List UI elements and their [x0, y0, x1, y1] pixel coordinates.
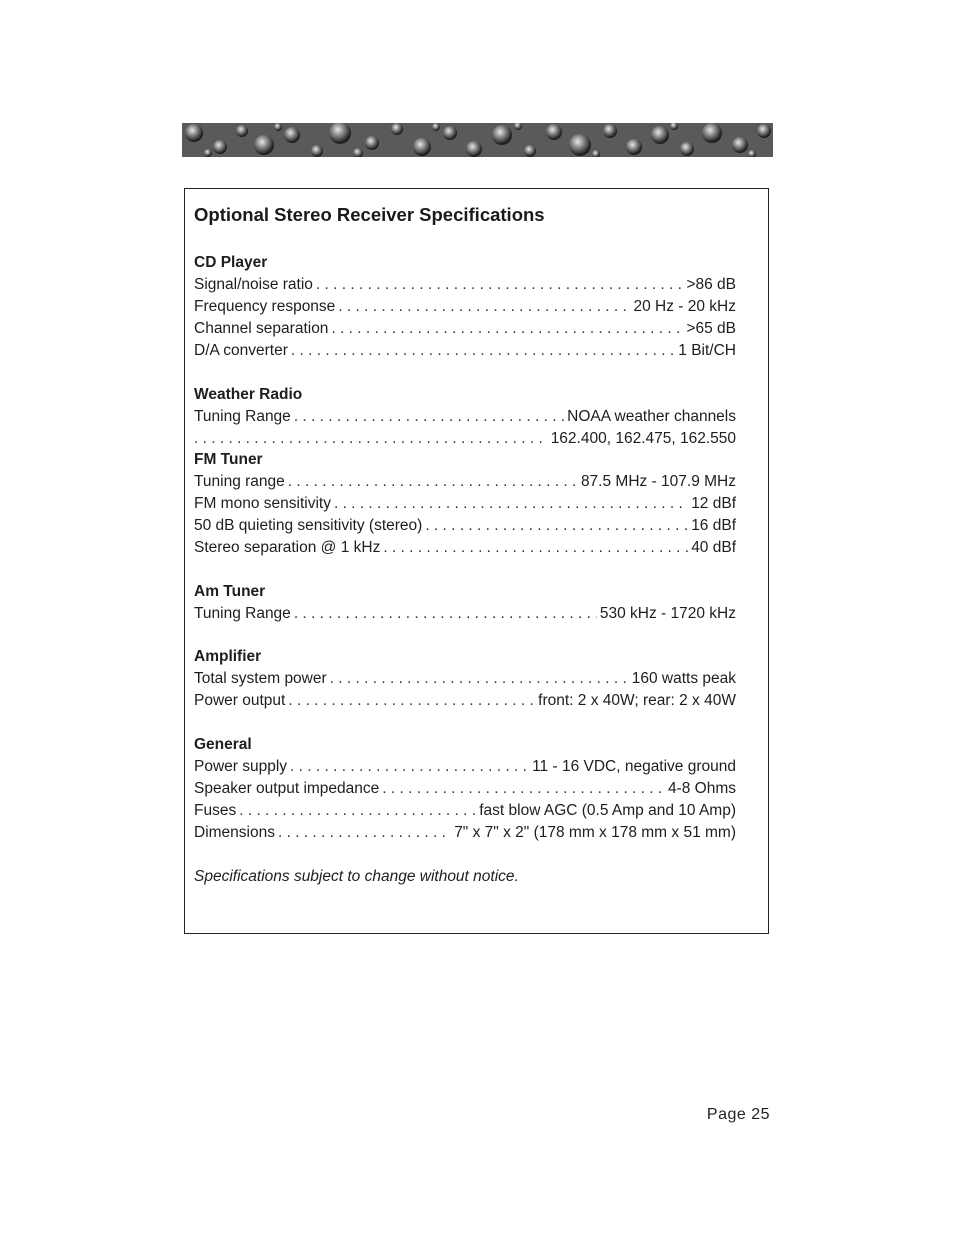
spec-row	[194, 778, 736, 800]
section-amplifier	[194, 646, 736, 712]
spec-row	[194, 690, 736, 712]
dot-leader	[425, 515, 688, 537]
spec-label: Stereo separation @ 1 kHz	[194, 539, 381, 556]
spec-row	[194, 537, 736, 559]
spec-row	[194, 515, 736, 537]
spec-label: Signal/noise ratio	[194, 276, 313, 293]
spec-row	[194, 756, 736, 778]
spec-row	[194, 471, 736, 493]
spec-value: 20 Hz - 20 kHz	[633, 298, 736, 315]
dot-leader	[288, 690, 535, 712]
spec-label: Tuning range	[194, 473, 285, 490]
page-title: Optional Stereo Receiver Specifications	[194, 204, 545, 225]
section-heading: Amplifier	[194, 648, 262, 665]
section-heading: Weather Radio	[194, 386, 303, 403]
dot-leader	[294, 603, 597, 625]
section-am-tuner	[194, 581, 736, 625]
spec-label: Dimensions	[194, 824, 275, 841]
section-fm-tuner	[194, 449, 736, 559]
spec-label: FM mono sensitivity	[194, 495, 331, 512]
spec-label: Tuning Range	[194, 408, 291, 425]
spec-value: 11 - 16 VDC, negative ground	[532, 758, 736, 775]
dot-leader	[331, 318, 683, 340]
spec-label: Speaker output impedance	[194, 780, 380, 797]
section-cd-player	[194, 252, 736, 362]
spec-row	[194, 493, 736, 515]
dot-leader	[239, 800, 476, 822]
dot-leader	[288, 471, 578, 493]
spec-value: 12 dBf	[691, 495, 736, 512]
spec-value: fast blow AGC (0.5 Amp and 10 Amp)	[479, 802, 736, 819]
spec-value: 1 Bit/CH	[678, 342, 736, 359]
spec-row	[194, 668, 736, 690]
section-heading: FM Tuner	[194, 451, 263, 468]
dot-leader	[290, 756, 529, 778]
spec-value: >86 dB	[686, 276, 736, 293]
spec-value: 160 watts peak	[631, 670, 736, 687]
spec-label: Power output	[194, 692, 286, 709]
section-general	[194, 734, 736, 844]
dot-leader	[316, 274, 684, 296]
spec-row	[194, 603, 736, 625]
section-heading: General	[194, 736, 252, 753]
spec-value: 4-8 Ohms	[667, 780, 736, 797]
spec-row	[194, 822, 736, 844]
spec-row	[194, 406, 736, 428]
spec-row	[194, 296, 736, 318]
dot-leader	[382, 778, 665, 800]
header-banner-image	[182, 123, 773, 157]
spec-value: >65 dB	[686, 320, 736, 337]
dot-leader	[383, 537, 688, 559]
spec-label: D/A converter	[194, 342, 288, 359]
spec-label: Channel separation	[194, 320, 329, 337]
dot-leader	[294, 406, 564, 428]
section-weather-radio	[194, 384, 736, 450]
spec-value: 40 dBf	[691, 539, 736, 556]
water-droplets-texture	[182, 123, 773, 157]
spec-row	[194, 800, 736, 822]
specifications-box	[184, 188, 769, 934]
spec-value: 16 dBf	[691, 517, 736, 534]
spec-label: Total system power	[194, 670, 327, 687]
spec-value: NOAA weather channels	[567, 408, 736, 425]
spec-value: 162.400, 162.475, 162.550	[550, 430, 736, 447]
section-heading: CD Player	[194, 254, 268, 271]
spec-row	[194, 318, 736, 340]
spec-label: Tuning Range	[194, 605, 291, 622]
spec-label: Frequency response	[194, 298, 336, 315]
dot-leader	[278, 822, 451, 844]
spec-label: Fuses	[194, 802, 237, 819]
spec-value: 530 kHz - 1720 kHz	[599, 605, 736, 622]
page-number: Page 25	[706, 1106, 770, 1123]
dot-leader	[338, 296, 630, 318]
dot-leader	[330, 668, 629, 690]
dot-leader	[194, 428, 548, 450]
spec-row	[194, 428, 736, 450]
dot-leader	[291, 340, 675, 362]
spec-value: 7" x 7" x 2" (178 mm x 178 mm x 51 mm)	[454, 824, 736, 841]
section-heading: Am Tuner	[194, 583, 266, 600]
spec-row	[194, 274, 736, 296]
spec-row	[194, 340, 736, 362]
spec-label: Power supply	[194, 758, 288, 775]
dot-leader	[334, 493, 688, 515]
spec-value: front: 2 x 40W; rear: 2 x 40W	[538, 692, 736, 709]
spec-label: 50 dB quieting sensitivity (stereo)	[194, 517, 423, 534]
spec-value: 87.5 MHz - 107.9 MHz	[580, 473, 736, 490]
disclaimer-note: Specifications subject to change without notice.	[194, 868, 519, 885]
